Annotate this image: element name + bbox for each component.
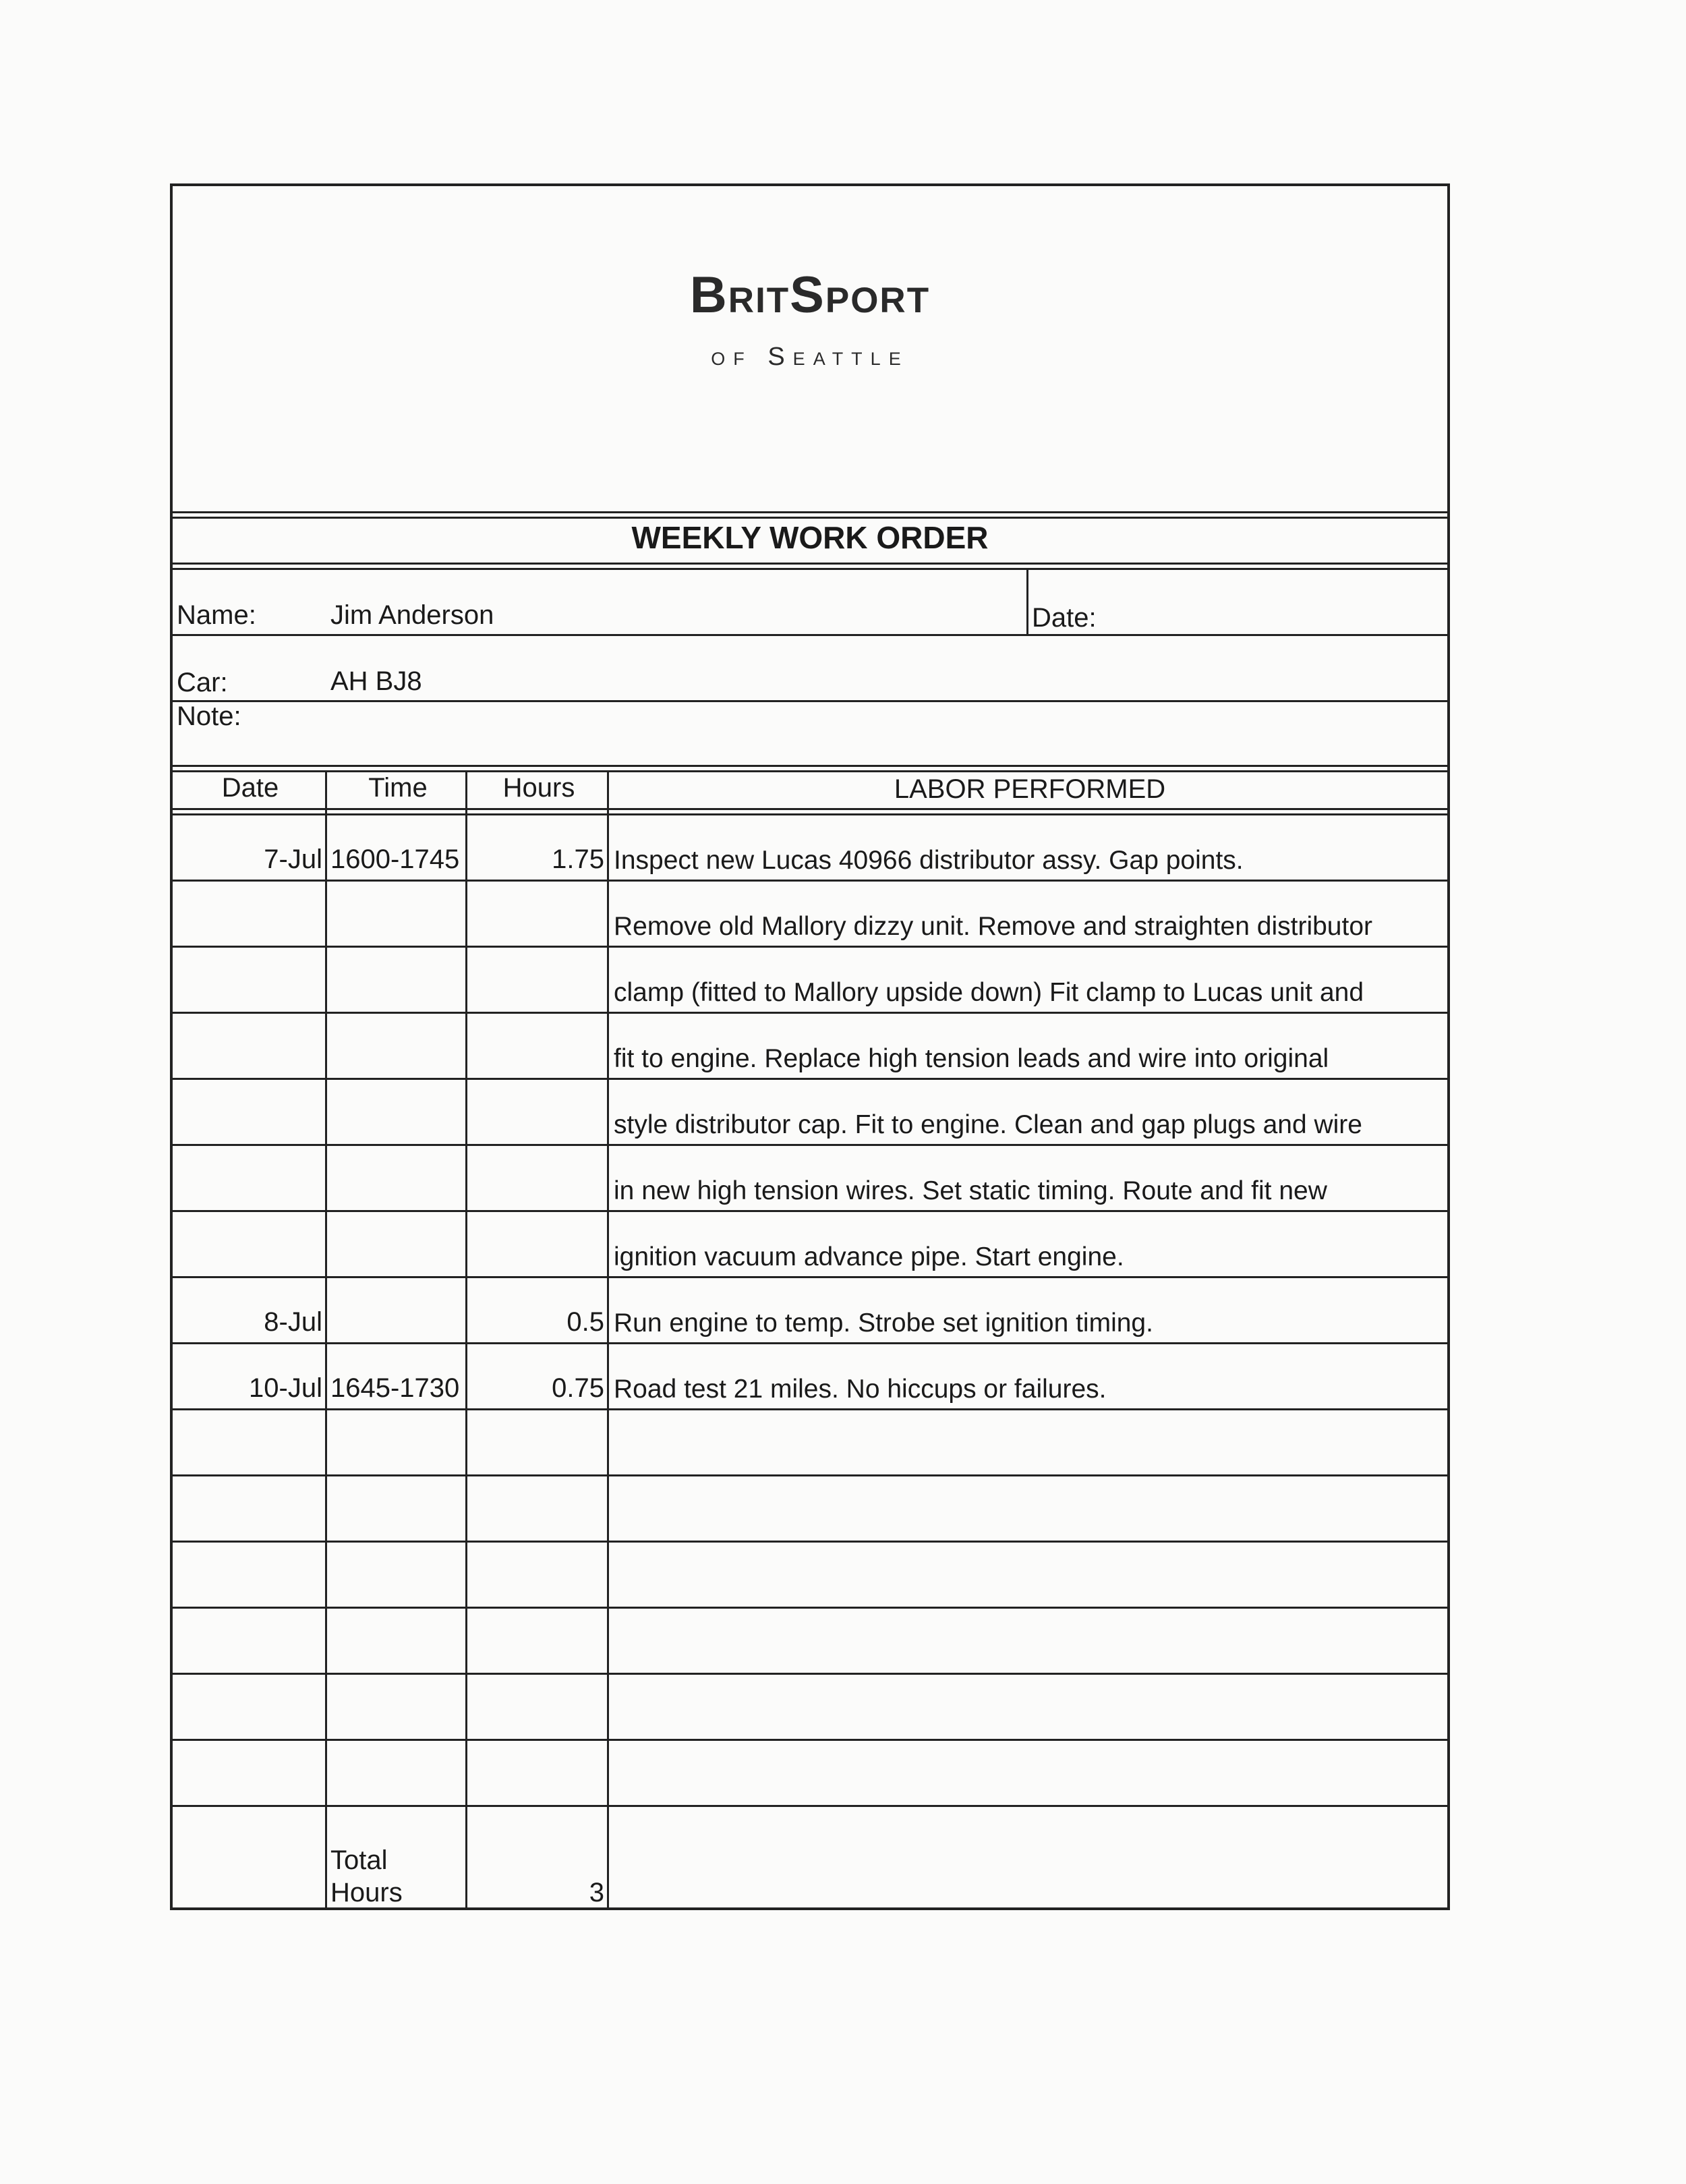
divider xyxy=(173,511,1447,513)
row-line xyxy=(173,1673,1447,1675)
row-line xyxy=(173,1210,1447,1212)
row-line xyxy=(173,946,1447,948)
divider xyxy=(173,568,1447,570)
col-header-labor: LABOR PERFORMED xyxy=(894,774,1166,804)
row-date: 8-Jul xyxy=(264,1307,322,1337)
brand-subtitle: of Seattle xyxy=(711,343,909,371)
work-order-form xyxy=(170,183,1450,1910)
col-header-hours: Hours xyxy=(502,773,575,803)
row-line xyxy=(173,1805,1447,1807)
name-value: Jim Anderson xyxy=(330,600,494,630)
row-date: 10-Jul xyxy=(249,1373,322,1403)
row-labor: fit to engine. Replace high tension leads and wire into original xyxy=(614,1044,1329,1073)
row-labor: style distributor cap. Fit to engine. Clean and gap plugs and wire xyxy=(614,1110,1362,1139)
brand-name: BritSport xyxy=(689,266,931,324)
row-date: 7-Jul xyxy=(264,844,322,874)
row-hours: 0.5 xyxy=(566,1307,604,1337)
row-line xyxy=(173,1276,1447,1278)
row-line xyxy=(173,1012,1447,1014)
row-line xyxy=(173,1408,1447,1410)
row-line xyxy=(173,1607,1447,1609)
row-labor: in new high tension wires. Set static timing. Route and fit new xyxy=(614,1176,1327,1205)
col-header-date: Date xyxy=(221,773,279,803)
divider xyxy=(173,634,1447,636)
divider xyxy=(1026,568,1028,634)
name-label: Name: xyxy=(177,600,256,630)
row-line xyxy=(173,1342,1447,1344)
row-labor: Inspect new Lucas 40966 distributor assy. Gap points. xyxy=(614,846,1244,875)
row-line xyxy=(173,880,1447,882)
row-time: 1600-1745 xyxy=(330,844,460,874)
row-labor: Remove old Mallory dizzy unit. Remove and straighten distributor xyxy=(614,912,1373,941)
row-line xyxy=(173,1078,1447,1080)
row-hours: 0.75 xyxy=(552,1373,604,1403)
divider xyxy=(173,808,1447,810)
car-value: AH BJ8 xyxy=(330,666,422,696)
row-line xyxy=(173,1144,1447,1146)
row-labor: ignition vacuum advance pipe. Start engine. xyxy=(614,1242,1124,1271)
row-labor: Run engine to temp. Strobe set ignition timing. xyxy=(614,1309,1153,1338)
row-time: 1645-1730 xyxy=(330,1373,460,1403)
row-line xyxy=(173,1474,1447,1476)
divider xyxy=(173,517,1447,519)
row-labor: clamp (fitted to Mallory upside down) Fit clamp to Lucas unit and xyxy=(614,978,1364,1007)
date-label: Date: xyxy=(1032,603,1097,633)
car-label: Car: xyxy=(177,668,228,697)
total-label: Total xyxy=(330,1845,388,1875)
form-title: WEEKLY WORK ORDER xyxy=(631,520,989,555)
note-label: Note: xyxy=(177,701,241,731)
divider xyxy=(173,765,1447,767)
divider xyxy=(173,700,1447,702)
divider xyxy=(173,563,1447,565)
total-hours-value: 3 xyxy=(589,1878,604,1907)
row-line xyxy=(173,1739,1447,1741)
col-header-time: Time xyxy=(368,773,428,803)
divider xyxy=(173,770,1447,772)
row-labor: Road test 21 miles. No hiccups or failures. xyxy=(614,1375,1107,1404)
total-label: Hours xyxy=(330,1878,403,1907)
row-line xyxy=(173,1541,1447,1543)
brand-logo xyxy=(173,266,1447,324)
divider xyxy=(173,813,1447,815)
row-hours: 1.75 xyxy=(552,844,604,874)
